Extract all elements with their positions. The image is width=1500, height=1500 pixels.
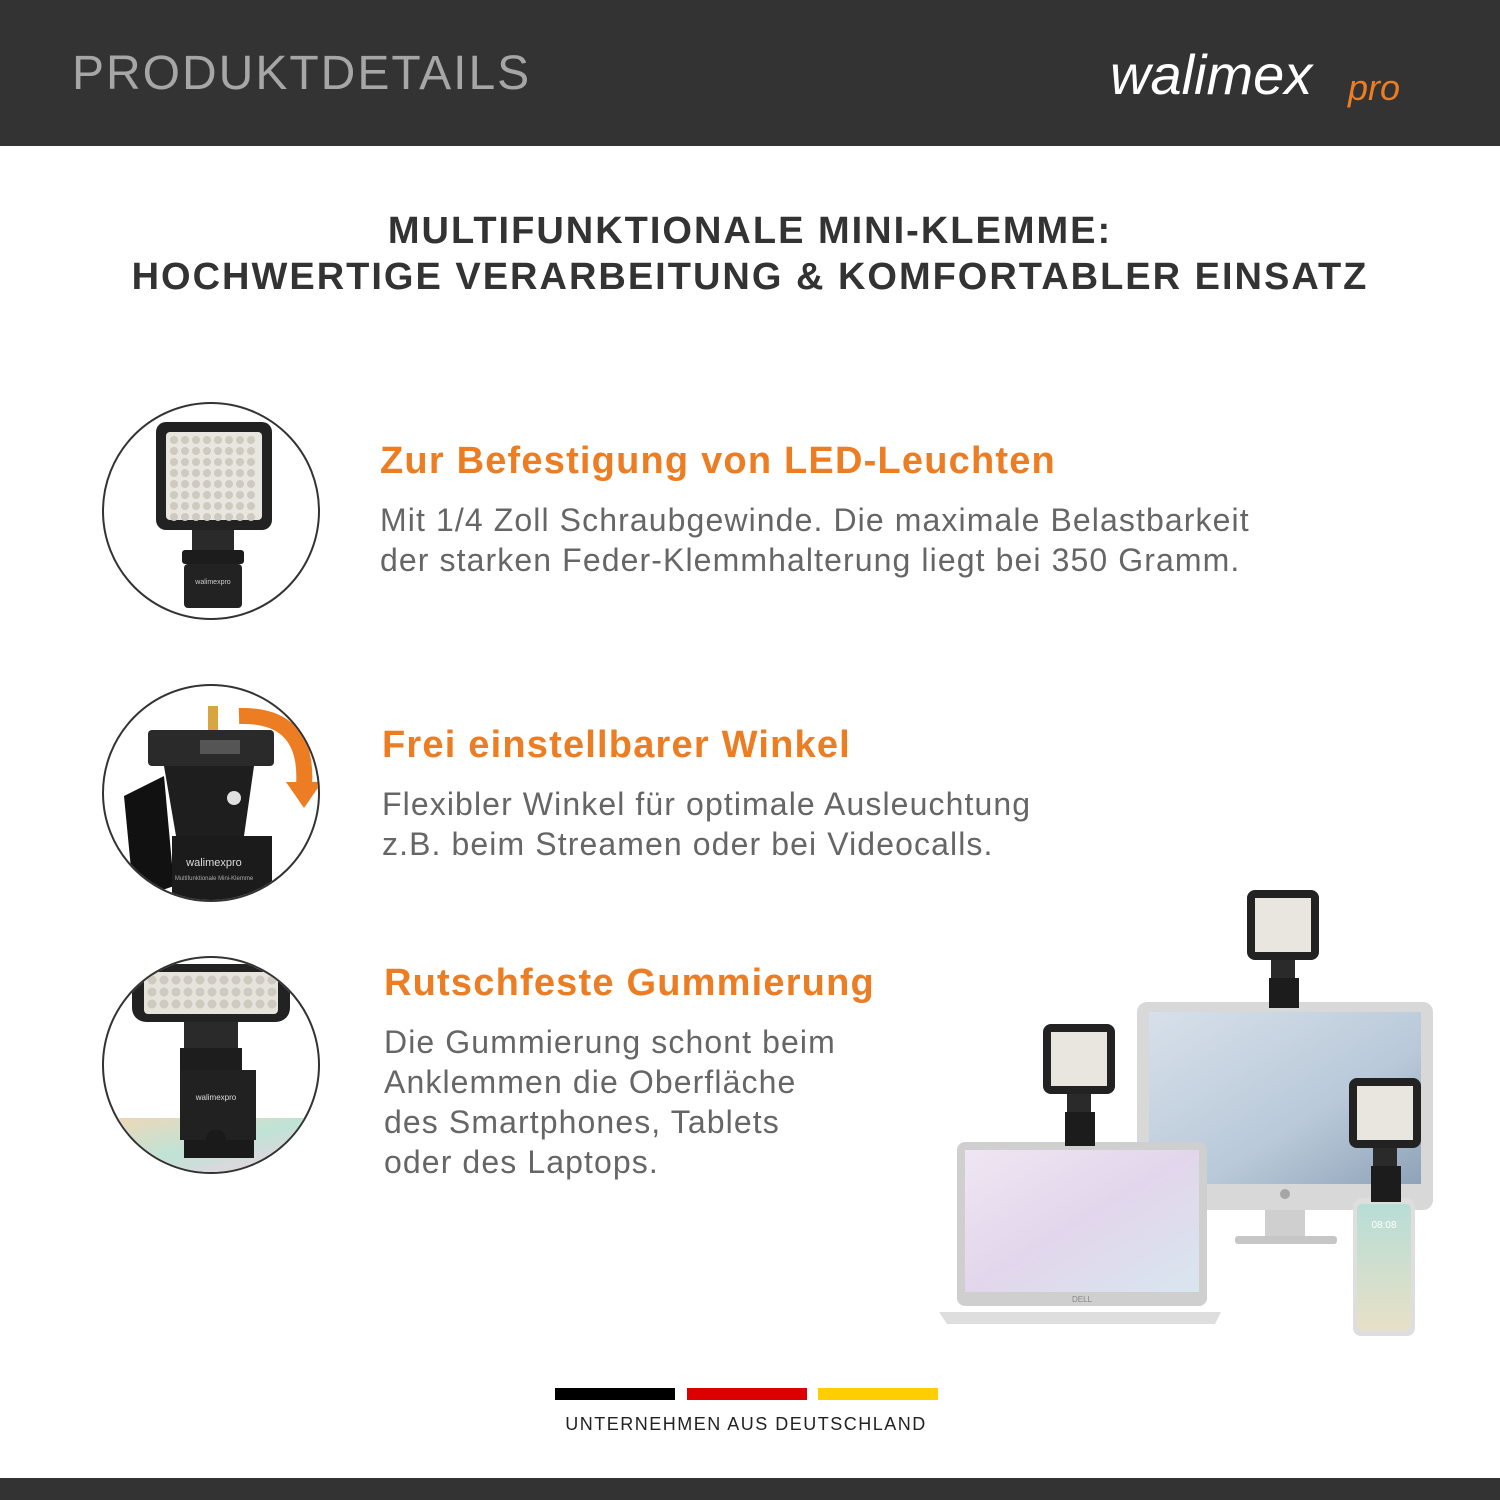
led-dot: [203, 480, 211, 488]
led-dot: [160, 1000, 169, 1009]
led-dot: [268, 1000, 277, 1009]
led-dot: [192, 480, 200, 488]
led-dot: [244, 976, 253, 985]
led-dot: [214, 436, 222, 444]
led-dot: [203, 447, 211, 455]
led-dot: [225, 491, 233, 499]
led-dot: [160, 976, 169, 985]
feature-text-line: des Smartphones, Tablets: [384, 1104, 780, 1140]
header-bar: [0, 0, 1500, 146]
led-dot: [192, 458, 200, 466]
feature-text-angle: [382, 784, 1031, 864]
headline-line-1: MULTIFUNKTIONALE MINI-KLEMME:: [387, 210, 1113, 252]
feature-title-angle: Frei einstellbarer Winkel: [382, 724, 851, 766]
led-dot: [192, 502, 200, 510]
led-dot: [247, 436, 255, 444]
led-dot: [170, 491, 178, 499]
led-dot: [181, 447, 189, 455]
led-dot: [256, 988, 265, 997]
led-dot: [247, 469, 255, 477]
led-dot: [225, 458, 233, 466]
phone-time-label: 08:08: [1371, 1220, 1397, 1231]
feature-text-line: Anklemmen die Oberfläche: [384, 1064, 797, 1100]
led-dot: [203, 436, 211, 444]
led-dot: [184, 988, 193, 997]
led-dot: [148, 988, 157, 997]
led-dot: [225, 502, 233, 510]
led-light-on-laptop: [1043, 1024, 1115, 1146]
led-dot: [268, 976, 277, 985]
led-dot: [214, 447, 222, 455]
led-dot: [236, 458, 244, 466]
brand-name: walimex: [1110, 43, 1313, 106]
led-dot: [208, 988, 217, 997]
led-dot: [170, 469, 178, 477]
led-dot: [160, 988, 169, 997]
led-dot: [236, 480, 244, 488]
led-dot: [208, 1000, 217, 1009]
feature-title-led: Zur Befestigung von LED-Leuchten: [380, 440, 1056, 482]
led-dot: [170, 502, 178, 510]
led-dot: [192, 513, 200, 521]
led-dot: [225, 513, 233, 521]
led-dot: [170, 458, 178, 466]
flag-stripe-red: [687, 1388, 807, 1400]
led-dot: [148, 1000, 157, 1009]
led-dot: [203, 513, 211, 521]
led-dot: [247, 513, 255, 521]
led-dot: [170, 513, 178, 521]
feature-text-line: z.B. beim Streamen oder bei Videocalls.: [382, 826, 994, 862]
led-dot: [247, 491, 255, 499]
led-dot: [203, 502, 211, 510]
company-origin-caption: UNTERNEHMEN AUS DEUTSCHLAND: [565, 1414, 927, 1434]
feature-text-line: Mit 1/4 Zoll Schraubgewinde. Die maximale Belastbarkeit: [380, 502, 1250, 538]
led-dot: [214, 458, 222, 466]
led-dot: [236, 436, 244, 444]
led-dot: [192, 447, 200, 455]
led-dot: [247, 502, 255, 510]
led-dot: [247, 458, 255, 466]
feature-title-grip: Rutschfeste Gummierung: [384, 962, 875, 1004]
led-dot: [268, 988, 277, 997]
led-dot: [256, 976, 265, 985]
led-dot: [181, 513, 189, 521]
led-dot: [184, 976, 193, 985]
led-dot: [170, 436, 178, 444]
led-dot: [208, 976, 217, 985]
clamp-brand-label: walimexpro: [195, 579, 231, 586]
footer-bar: [0, 1478, 1500, 1500]
led-dot: [172, 976, 181, 985]
led-dot: [236, 447, 244, 455]
brand-logo: [1110, 36, 1430, 116]
feature-text-led: [380, 500, 1250, 580]
led-dot: [203, 469, 211, 477]
led-dot: [181, 469, 189, 477]
led-dot: [220, 1000, 229, 1009]
led-dot: [196, 988, 205, 997]
led-dot: [148, 976, 157, 985]
led-dot: [247, 447, 255, 455]
laptop-brand-label: DELL: [1071, 1295, 1093, 1304]
phone-graphic: [1353, 1198, 1415, 1336]
feature-text-line: oder des Laptops.: [384, 1144, 659, 1180]
led-dot: [236, 469, 244, 477]
led-dot: [181, 480, 189, 488]
page-title: PRODUKTDETAILS: [72, 47, 532, 100]
feature-text-line: der starken Feder-Klemmhalterung liegt bei 350 Gramm.: [380, 542, 1241, 578]
led-dot: [172, 988, 181, 997]
clamp-brand-label: walimexpro: [195, 1093, 237, 1102]
rubber-grip-photo: [102, 956, 320, 1174]
led-dot: [225, 436, 233, 444]
led-dot: [214, 491, 222, 499]
led-dot: [214, 502, 222, 510]
led-dot: [232, 988, 241, 997]
led-light-photo: [102, 402, 320, 620]
led-dot: [170, 447, 178, 455]
feature-text-grip: [384, 1022, 836, 1182]
led-dot: [181, 491, 189, 499]
led-dot: [203, 458, 211, 466]
headline-line-2: HOCHWERTIGE VERARBEITUNG & KOMFORTABLER EINSATZ: [131, 256, 1369, 298]
devices-illustration: [935, 880, 1440, 1340]
brand-suffix: pro: [1348, 67, 1401, 108]
led-dot: [214, 513, 222, 521]
led-dot: [244, 1000, 253, 1009]
led-dot: [181, 436, 189, 444]
led-dot: [192, 436, 200, 444]
led-dot: [236, 502, 244, 510]
flag-stripe-gold: [818, 1388, 938, 1400]
led-dot: [225, 469, 233, 477]
flag-stripe-black: [555, 1388, 675, 1400]
led-dot: [256, 1000, 265, 1009]
led-dot: [181, 502, 189, 510]
led-dot: [192, 491, 200, 499]
led-dot: [247, 480, 255, 488]
led-light-on-monitor: [1247, 890, 1319, 1008]
led-dot: [181, 458, 189, 466]
led-dot: [170, 480, 178, 488]
feature-text-line: Flexibler Winkel für optimale Ausleuchtung: [382, 786, 1032, 822]
led-dot: [192, 469, 200, 477]
led-dot: [236, 513, 244, 521]
led-dot: [172, 1000, 181, 1009]
led-dot: [220, 988, 229, 997]
led-dot: [203, 491, 211, 499]
led-dot: [232, 976, 241, 985]
rotate-arrow-icon: [286, 782, 318, 808]
led-dot: [196, 1000, 205, 1009]
led-dot: [214, 469, 222, 477]
led-dot: [232, 1000, 241, 1009]
led-dot: [236, 491, 244, 499]
led-dot: [184, 1000, 193, 1009]
led-dot: [244, 988, 253, 997]
led-dot: [225, 447, 233, 455]
led-dot: [225, 480, 233, 488]
laptop-graphic: [939, 1142, 1221, 1324]
feature-text-line: Die Gummierung schont beim: [384, 1024, 836, 1060]
led-dot: [220, 976, 229, 985]
clamp-caption-label: Multifunktionale Mini-Klemme: [174, 876, 254, 882]
led-dot: [196, 976, 205, 985]
clamp-brand-label: walimexpro: [186, 857, 242, 869]
clamp-angle-photo: [102, 684, 320, 902]
led-dot: [214, 480, 222, 488]
